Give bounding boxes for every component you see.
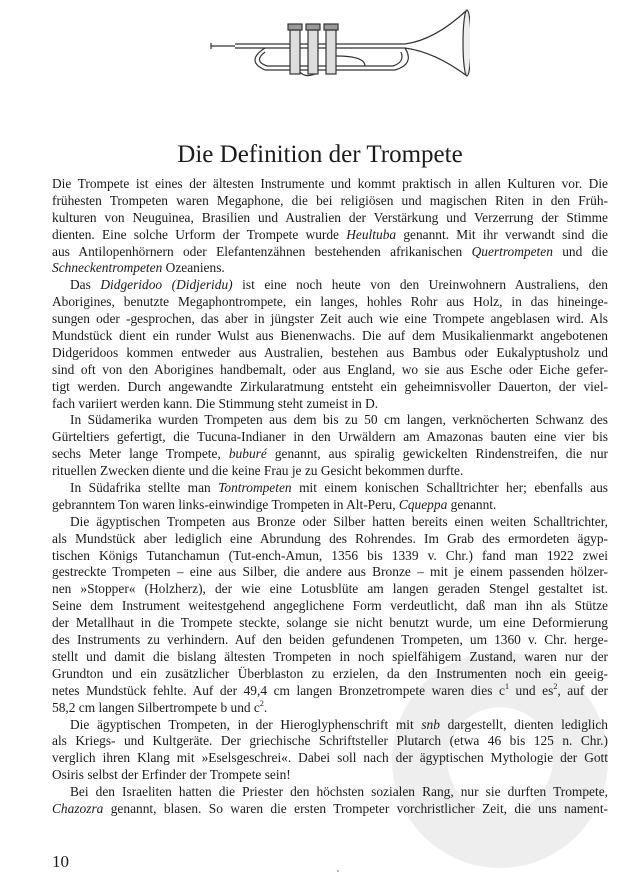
text-line xyxy=(52,767,608,784)
text-segment: mit einem konischen Schalltrichter her; ebenfalls aus xyxy=(291,480,609,496)
text-line xyxy=(52,615,608,632)
text-segment: nen »Stopper« (Holzherz), der wie eine Lotusblüte am langen geraden Stengel gestaltet ist. xyxy=(52,581,608,597)
text-line xyxy=(52,362,608,379)
text-segment: sechs Meter lange Trompete, xyxy=(52,446,229,462)
italic-term: Didgeridoo (Didjeridu) xyxy=(100,277,233,293)
text-segment: gebranntem Ton waren links-einwindige Trompeten in Alt-Peru, xyxy=(52,496,399,512)
text-segment: Bei den Israeliten hatten die Priester den höchsten sozialen Rang, nur sie durften Trompete, xyxy=(70,784,608,800)
text-line xyxy=(52,294,608,311)
text-line xyxy=(52,531,608,548)
text-segment: . xyxy=(263,699,268,715)
text-segment: aus Antilopenhörnern oder Elefantenzähnen bestehenden afrikanischen xyxy=(52,243,472,259)
text-line xyxy=(52,649,608,666)
text-line xyxy=(52,429,608,446)
italic-term: Quertrompeten xyxy=(471,243,553,259)
text-segment: Seine dem Instrument weitestgehend angeglichene Form verdeutlicht, daß man ihn als Stütze xyxy=(52,598,608,614)
text-segment: , auf der xyxy=(557,682,608,698)
text-line xyxy=(52,666,608,683)
text-line xyxy=(52,260,608,277)
text-line xyxy=(52,733,608,750)
text-line xyxy=(52,176,608,193)
text-line xyxy=(52,227,608,244)
text-line xyxy=(52,379,608,396)
paragraph xyxy=(52,277,608,412)
text-line xyxy=(52,328,608,345)
paragraph xyxy=(52,514,608,717)
text-segment: netes Mundstück fehlte. Auf der 49,4 cm langen Bronzetrompete waren dies c xyxy=(52,682,505,698)
text-segment: Didgeridoos kommen entweder aus Australien, bestehen aus Bambus oder Eukalyptusholz und xyxy=(52,344,608,360)
text-segment: und es xyxy=(508,682,554,698)
text-segment: tischen Königs Tutanchamun (Tut-ench-Amun, 1356 bis 1339 v. Chr.) fand man 1922 zwei xyxy=(52,547,608,563)
text-line xyxy=(52,311,608,328)
text-segment: dienten. Eine solche Urform der Trompete wurde xyxy=(52,226,347,242)
text-line xyxy=(52,463,608,480)
text-line xyxy=(52,193,608,210)
italic-term: Heultuba xyxy=(346,226,397,242)
text-segment: ist eine noch heute von den Ureinwohnern Australiens, den xyxy=(232,277,608,293)
text-line xyxy=(52,632,608,649)
text-line xyxy=(52,480,608,497)
body-text xyxy=(52,176,608,818)
text-segment: gestreckte Trompeten – eine aus Silber, die andere aus Bronze – mit je einem passenden hölzer- xyxy=(52,564,608,580)
text-segment: Die ägyptischen Trompeten aus Bronze oder Silber hatten bereits einen weiten Schalltrichter, xyxy=(70,513,608,529)
text-segment: sind oft von den Aborigines handbemalt, oder aus England, wo sie aus Esche oder Eiche gefer- xyxy=(52,361,608,377)
text-line xyxy=(52,700,608,717)
text-line xyxy=(52,412,608,429)
italic-term: snb xyxy=(421,716,440,732)
text-line xyxy=(52,210,608,227)
text-segment: und die xyxy=(552,243,608,259)
text-line xyxy=(52,396,608,413)
italic-term: Schneckentrompeten xyxy=(52,260,163,276)
text-segment: In Südamerika wurden Trompeten aus dem bis zu 50 cm langen, verknöcherten Schwanz des xyxy=(70,412,608,428)
text-segment: frühesten Trompeten waren Megaphone, die bei religiösen und magischen Riten in den Früh- xyxy=(52,192,608,208)
paragraph xyxy=(52,176,608,277)
text-segment: dargestellt, dienten lediglich xyxy=(439,716,608,732)
text-segment: Ozeaniens. xyxy=(162,260,225,276)
text-line xyxy=(52,598,608,615)
superscript: 1 xyxy=(504,681,509,691)
text-segment: tigt werden. Durch angewandte Zirkularatmung entsteht ein geheimnisvoller Dauerton, der viel- xyxy=(52,378,608,394)
text-line xyxy=(52,244,608,261)
text-segment: genannt. Mit ihr verwandt sind die xyxy=(396,226,608,242)
text-line xyxy=(52,581,608,598)
text-segment: Grundton und ein zusätzlicher Überblaston zu erzielen, da den Instrumenten noch ein geeig- xyxy=(52,665,608,681)
paragraph xyxy=(52,717,608,785)
page-title: Die Definition der Trompete xyxy=(177,140,463,168)
text-line xyxy=(52,514,608,531)
italic-term: buburé xyxy=(228,446,267,462)
text-line xyxy=(52,717,608,734)
text-line xyxy=(52,683,608,700)
page-number: 10 xyxy=(52,852,69,871)
print-dot xyxy=(337,870,339,872)
text-segment: fach variiert werden kann. Die Stimmung steht zumeist in D. xyxy=(52,395,379,411)
text-line xyxy=(52,548,608,565)
paragraph xyxy=(52,480,608,514)
italic-term: Chazozra xyxy=(52,800,104,816)
text-segment: genannt. xyxy=(447,496,497,512)
text-segment: genannt, blasen. So waren die ersten Trompeter vorchristlicher Zeit, die uns nament- xyxy=(103,800,608,816)
text-segment: Mundstück dient ein runder Wulst aus Bienenwachs. Die auf dem Musikalienmarkt angebotenen xyxy=(52,328,608,344)
text-line xyxy=(52,345,608,362)
text-segment: Das xyxy=(70,277,101,293)
text-line xyxy=(52,497,608,514)
paragraph xyxy=(52,784,608,818)
text-segment: sungen oder -gesprochen, das aber in jüngster Zeit auch wie eine Trompete angeblasen wird. Als xyxy=(52,311,608,327)
text-segment: als Mundstück aber lediglich eine Abrundung des Rohrendes. Im Grab des ermordeten ägyp- xyxy=(52,530,608,546)
text-segment: kulturen von Neuguinea, Brasilien und Australien der Verstärkung und Verzerrung der Stimme xyxy=(52,209,608,225)
text-line xyxy=(52,801,608,818)
text-segment: des Instruments zu verhindern. Auf den beiden gefundenen Trompeten, um 1360 v. Chr. herge- xyxy=(52,632,608,648)
text-segment: genannt, aus spiralig gewickelten Rindenstreifen, die nur xyxy=(266,446,608,462)
italic-term: Tontrompeten xyxy=(218,480,292,496)
text-segment: Gürteltiers gefertigt, die Tucuna-Indianer in den Urwäldern am Amazonas bauten eine vier bis xyxy=(52,429,608,445)
italic-term: Cqueppa xyxy=(398,496,448,512)
superscript: 2 xyxy=(553,681,558,691)
superscript: 2 xyxy=(259,698,264,708)
text-line xyxy=(52,277,608,294)
text-segment: Osiris selbst der Erfinder der Trompete sein! xyxy=(52,767,291,783)
text-segment: Aborigines, benutzte Megaphontrompete, ein langes, hohles Rohr aus Holz, in das hineinge- xyxy=(52,294,608,310)
text-line xyxy=(52,750,608,767)
text-segment: 58,2 cm langen Silbertrompete b und c xyxy=(52,699,260,715)
text-segment: In Südafrika stellte man xyxy=(70,480,219,496)
text-line xyxy=(52,564,608,581)
text-segment: Die ägyptischen Trompeten, in der Hieroglyphenschrift mit xyxy=(70,716,422,732)
trumpet-illustration xyxy=(205,6,470,78)
text-segment: rituellen Zwecken diente und die keine Frau je zu Gesicht bekommen durfte. xyxy=(52,463,464,479)
text-segment: verglich ihren Klang mit »Eselsgeschrei«. Dabei soll nach der ägyptischen Mythologie der Gott xyxy=(52,750,608,766)
text-segment: Die Trompete ist eines der ältesten Instrumente und kommt praktisch in allen Kulturen vor. Die xyxy=(52,176,608,191)
text-segment: der Metallhaut in die Trompete steckte, solange sie nicht benutzt wurde, um eine Deformierung xyxy=(52,615,608,631)
paragraph xyxy=(52,412,608,480)
text-segment: als Kriegs- und Kultgeräte. Der griechische Schriftsteller Plutarch (etwa 46 bis 125 n. Chr.) xyxy=(52,733,608,749)
text-segment: stellt und damit die bislang ältesten Trompeten in noch spielfähigem Zustand, waren nur der xyxy=(52,648,608,664)
text-line xyxy=(52,784,608,801)
text-line xyxy=(52,446,608,463)
